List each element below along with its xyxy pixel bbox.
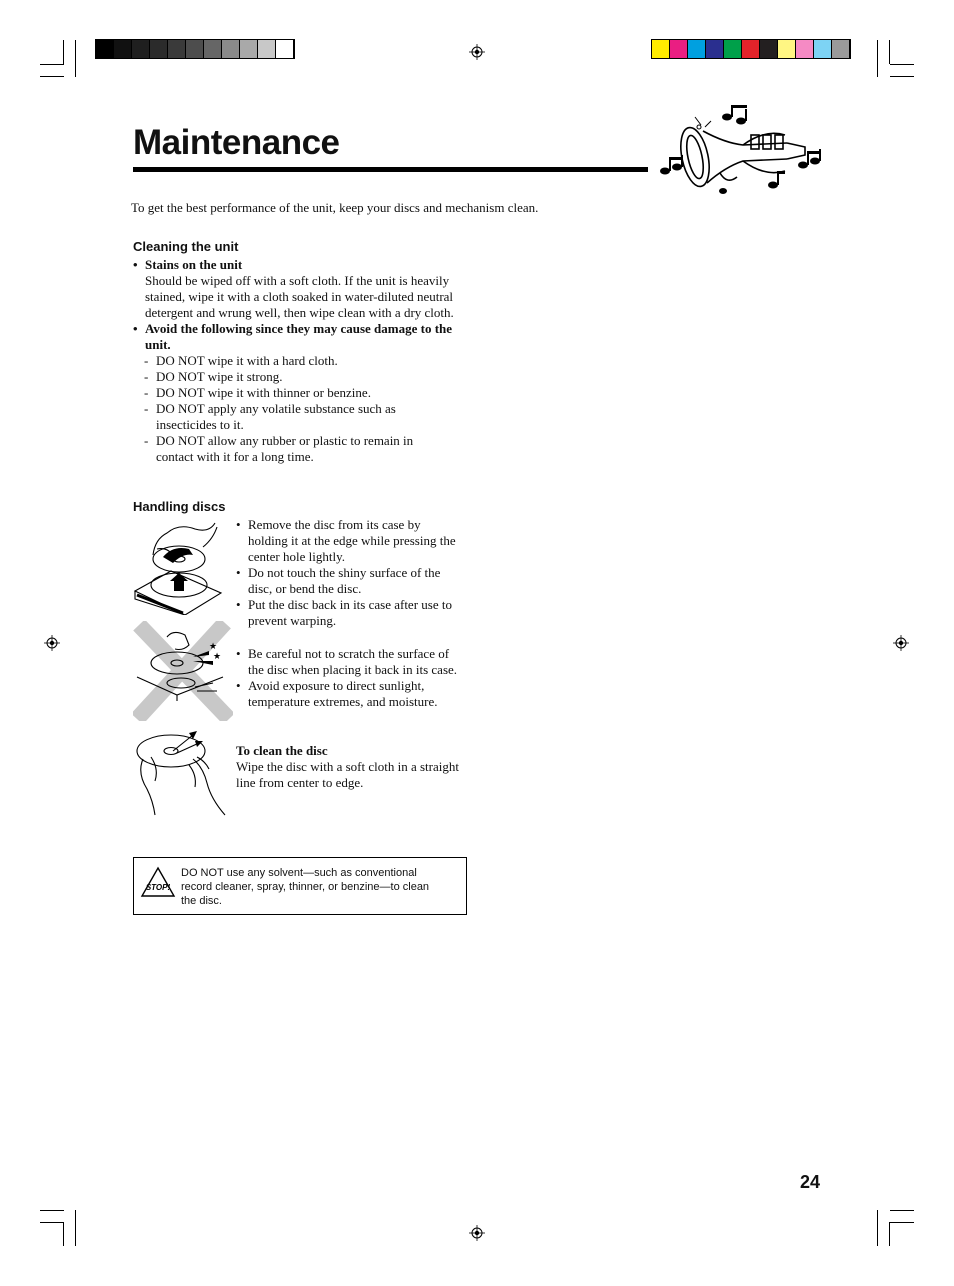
clean-disc-line: line from center to edge. bbox=[236, 775, 364, 790]
page-number: 24 bbox=[800, 1172, 821, 1192]
list-item-cont: disc, or bend the disc. bbox=[248, 581, 362, 596]
color-swatch bbox=[150, 40, 168, 58]
page-title: Maintenance bbox=[133, 123, 340, 162]
clean-disc-title: To clean the disc bbox=[236, 743, 328, 758]
caution-text bbox=[181, 866, 461, 908]
color-swatch bbox=[222, 40, 240, 58]
color-swatch bbox=[240, 40, 258, 58]
avoid-line: unit. bbox=[145, 337, 171, 352]
registration-mark-right-icon bbox=[893, 635, 909, 651]
stains-line: detergent and wrung well, then wipe clean with a dry cloth. bbox=[145, 305, 454, 320]
stop-label: STOP! bbox=[145, 883, 171, 892]
disc-case-illustration-icon bbox=[133, 519, 223, 615]
color-swatch bbox=[742, 40, 760, 58]
color-swatch bbox=[796, 40, 814, 58]
list-item: • Avoid exposure to direct sunlight, bbox=[236, 678, 425, 693]
caution-line: record cleaner, spray, thinner, or benzine—to clean bbox=[181, 881, 430, 893]
svg-text:★: ★ bbox=[209, 642, 218, 652]
color-swatch bbox=[114, 40, 132, 58]
color-swatch bbox=[832, 40, 850, 58]
handling-heading: Handling discs bbox=[133, 499, 226, 514]
color-swatch bbox=[670, 40, 688, 58]
handling-list-2 bbox=[236, 646, 476, 710]
color-swatch bbox=[724, 40, 742, 58]
clean-disc-line: Wipe the disc with a soft cloth in a straight bbox=[236, 759, 459, 774]
registration-mark-left-icon bbox=[44, 635, 60, 651]
color-swatch bbox=[132, 40, 150, 58]
list-item-cont: insecticides to it. bbox=[156, 417, 244, 432]
list-item: - DO NOT apply any volatile substance such as bbox=[144, 401, 396, 416]
list-item: • Be careful not to scratch the surface of bbox=[236, 646, 450, 661]
color-swatch bbox=[706, 40, 724, 58]
list-item: - DO NOT allow any rubber or plastic to remain in bbox=[144, 433, 414, 448]
color-swatch bbox=[258, 40, 276, 58]
color-swatch bbox=[168, 40, 186, 58]
list-item: • Stains on the unit bbox=[133, 257, 243, 272]
color-swatch bbox=[652, 40, 670, 58]
color-swatch bbox=[688, 40, 706, 58]
caution-line: DO NOT use any solvent—such as conventional bbox=[181, 867, 417, 879]
grayscale-color-bar bbox=[95, 39, 295, 59]
list-item-cont: contact with it for a long time. bbox=[156, 449, 314, 464]
registration-mark-top-icon bbox=[469, 44, 485, 60]
list-item: • Put the disc back in its case after use to bbox=[236, 597, 452, 612]
color-swatch bbox=[96, 40, 114, 58]
color-swatch bbox=[778, 40, 796, 58]
intro-text: To get the best performance of the unit, keep your discs and mechanism clean. bbox=[131, 200, 539, 215]
clean-disc-block bbox=[236, 743, 476, 791]
list-item-cont: temperature extremes, and moisture. bbox=[248, 694, 438, 709]
list-item-cont: center hole lightly. bbox=[248, 549, 345, 564]
list-item-cont: the disc when placing it back in its case. bbox=[248, 662, 458, 677]
trumpet-music-notes-icon bbox=[655, 105, 825, 197]
color-swatch bbox=[204, 40, 222, 58]
list-item: - DO NOT wipe it strong. bbox=[144, 369, 283, 384]
stop-warning-icon bbox=[140, 866, 176, 898]
list-item: • Avoid the following since they may cause damage to the bbox=[133, 321, 453, 336]
disc-wiping-illustration-icon bbox=[133, 729, 231, 817]
registration-mark-bottom-icon bbox=[469, 1225, 485, 1241]
stains-line: Should be wiped off with a soft cloth. If the unit is heavily bbox=[145, 273, 450, 288]
color-swatch bbox=[186, 40, 204, 58]
color-swatch bbox=[276, 40, 294, 58]
list-item: - DO NOT wipe it with thinner or benzine. bbox=[144, 385, 371, 400]
color-swatch bbox=[814, 40, 832, 58]
color-swatch bbox=[760, 40, 778, 58]
handling-list-1 bbox=[236, 517, 476, 629]
list-item: - DO NOT wipe it with a hard cloth. bbox=[144, 353, 338, 368]
list-item-cont: holding it at the edge while pressing the bbox=[248, 533, 456, 548]
cleaning-heading: Cleaning the unit bbox=[133, 239, 239, 254]
svg-text:★: ★ bbox=[213, 652, 222, 662]
process-color-bar bbox=[651, 39, 851, 59]
title-rule bbox=[133, 167, 648, 172]
list-item: • Do not touch the shiny surface of the bbox=[236, 565, 441, 580]
disc-scratch-prohibited-icon bbox=[133, 621, 233, 721]
cleaning-block bbox=[133, 257, 473, 465]
caution-line: the disc. bbox=[181, 895, 222, 907]
caution-box bbox=[133, 857, 467, 915]
list-item-cont: prevent warping. bbox=[248, 613, 337, 628]
stains-line: stained, wipe it with a cloth soaked in water-diluted neutral bbox=[145, 289, 454, 304]
list-item: • Remove the disc from its case by bbox=[236, 517, 421, 532]
